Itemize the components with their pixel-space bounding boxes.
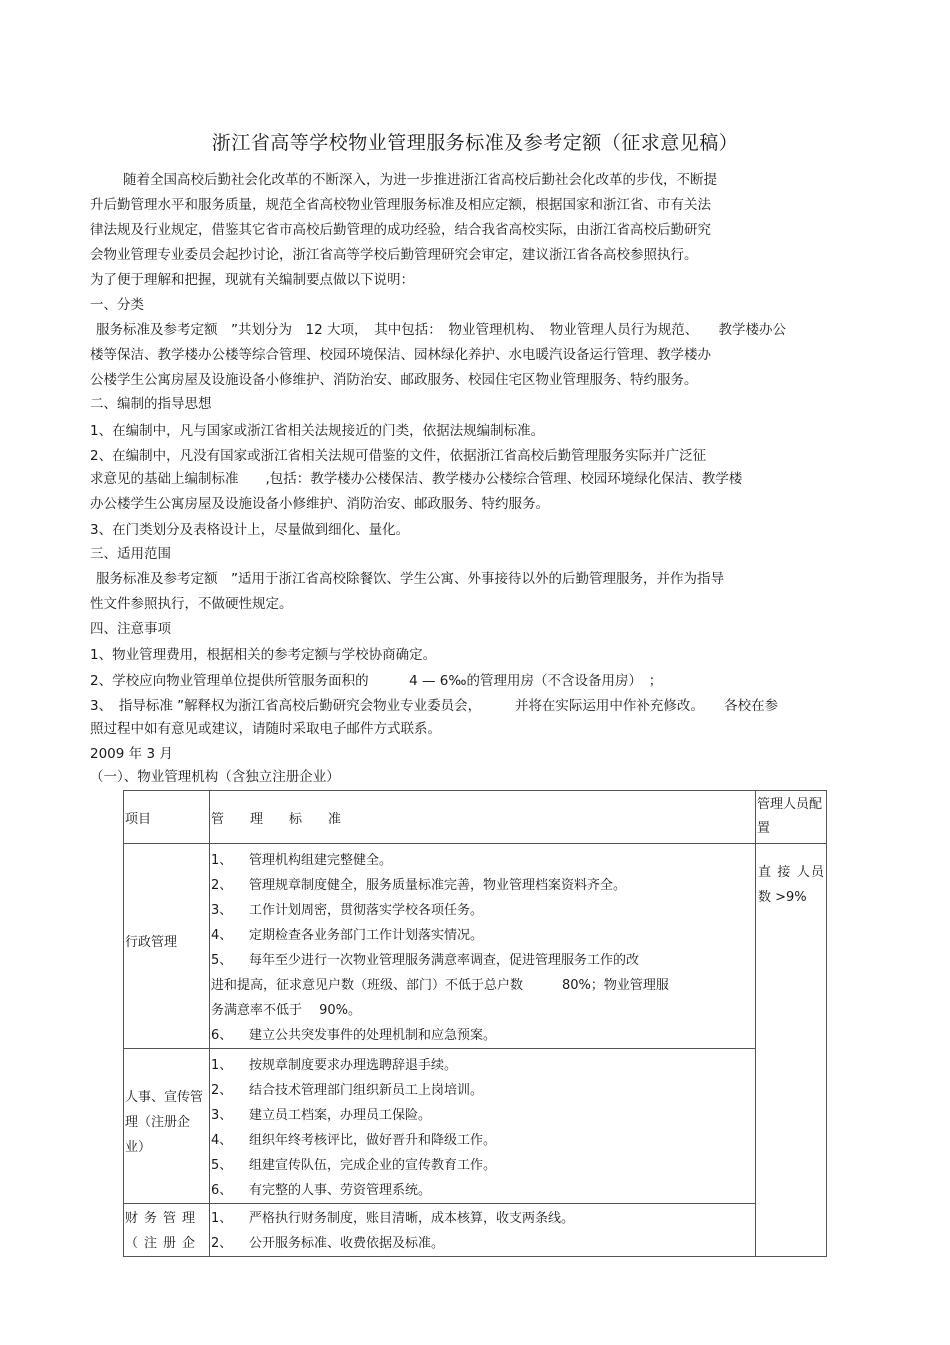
intro-line: 会物业管理专业委员会起抄讨论，浙江省高等学校后勤管理研究会审定，建议浙江省各高校参照执行。 (90, 247, 698, 263)
header-item-label: 项目 (125, 811, 152, 827)
list-item: 3、 工作计划周密，贯彻落实学校各项任务。 (211, 903, 484, 918)
section-text: 2、在编制中，凡没有国家或浙江省相关法规可借鉴的文件，依据浙江省高校后勤管理服务实际并广泛征 (90, 448, 707, 464)
section-heading: 二、编制的指导思想 (90, 396, 212, 412)
header-staff-label: 管理人员配置 (757, 797, 823, 836)
row-item-label: 人事、宣传管理（注册企业） (125, 1089, 204, 1155)
section-text: 公楼学生公寓房屋及设施设备小修维护、消防治安、邮政服务、校园住宅区物业管理服务、特约服务。 (90, 372, 698, 388)
staff-config-value: 直 接 人员数 >9% (758, 865, 824, 905)
row-item-label: 行政管理 (125, 934, 178, 950)
list-item: 2、 管理规章制度健全，服务质量标准完善，物业管理档案资料齐全。 (211, 878, 627, 893)
section-text: 1、物业管理费用，根据相关的参考定额与学校协商确定。 (90, 647, 437, 663)
section-heading: 四、注意事项 (90, 621, 171, 637)
intro-line: 随着全国高校后勤社会化改革的不断深入，为进一步推进浙江省高校后勤社会化改革的步伐，不断提 (123, 172, 717, 188)
row-item-label: 财务管理（注册企 (125, 1211, 202, 1251)
section-text: 1、在编制中，凡与国家或浙江省相关法规接近的门类，依据法规编制标准。 (90, 423, 545, 439)
list-item: 6、 建立公共突发事件的处理机制和应急预案。 (211, 1028, 497, 1043)
date-line: 2009 年 3 月 (90, 746, 173, 762)
list-item: 4、 定期检查各业务部门工作计划落实情况。 (211, 928, 484, 943)
header-staff (756, 791, 827, 844)
section-text: 2、学校应向物业管理单位提供所管服务面积的 4 — 6‰的管理用房（不含设备用房） ； (90, 673, 663, 689)
table-row (124, 1204, 827, 1257)
list-item: 3、 建立员工档案，办理员工保险。 (211, 1108, 432, 1123)
list-item: 5、 组建宣传队伍，完成企业的宣传教育工作。 (211, 1158, 497, 1173)
intro-line: 为了便于理解和把握，现就有关编制要点做以下说明： (90, 272, 414, 288)
staff-config-cell (756, 844, 827, 1257)
list-item: 2、 公开服务标准、收费依据及标准。 (211, 1236, 445, 1251)
list-item-continuation: 务满意率不低于 90%。 (211, 1003, 362, 1018)
header-standard-label: 管 理 标 准 (211, 811, 342, 827)
page-title: 浙江省高等学校物业管理服务标准及参考定额（征求意见稿） (211, 132, 739, 154)
standards-table (123, 790, 827, 1257)
header-standard (210, 791, 756, 844)
list-item: 1、 管理机构组建完整健全。 (211, 853, 393, 868)
row-standard-cell (210, 1049, 756, 1204)
section-text: 服务标准及参考定额 ”共划分为 12 大项， 其中包括： 物业管理机构、 物业管理人员行为规范、 教学楼办公 (96, 322, 786, 338)
list-item: 4、 组织年终考核评比，做好晋升和降级工作。 (211, 1133, 497, 1148)
list-item-continuation: 进和提高，征求意见户数（班级、部门）不低于总户数 80%；物业管理服 (211, 978, 669, 993)
table-row (124, 1049, 827, 1204)
section-text: 办公楼学生公寓房屋及设施设备小修维护、消防治安、邮政服务、特约服务。 (90, 496, 549, 512)
row-item-cell (124, 844, 210, 1049)
table-caption: （一）、物业管理机构（含独立注册企业） (90, 769, 340, 785)
list-item: 1、 按规章制度要求办理选聘辞退手续。 (211, 1058, 458, 1073)
section-text: 3、在门类划分及表格设计上，尽量做到细化、量化。 (90, 522, 410, 538)
list-item: 5、 每年至少进行一次物业管理服务满意率调查，促进管理服务工作的改 (211, 953, 640, 968)
section-text: 照过程中如有意见或建议，请随时采取电子邮件方式联系。 (90, 721, 441, 737)
row-item-cell (124, 1049, 210, 1204)
list-item: 6、 有完整的人事、劳资管理系统。 (211, 1183, 432, 1198)
row-item-cell (124, 1204, 210, 1257)
section-text: 服务标准及参考定额 ”适用于浙江省高校除餐饮、学生公寓、外事接待以外的后勤管理服务，并作为指导 (96, 571, 724, 587)
table-row (124, 844, 827, 1049)
section-text: 求意见的基础上编制标准 ,包括：教学楼办公楼保洁、教学楼办公楼综合管理、校园环境绿化保洁、教学楼 (90, 471, 743, 487)
intro-line: 律法规及行业规定，借鉴其它省市高校后勤管理的成功经验，结合我省高校实际，由浙江省高校后勤研究 (90, 222, 711, 238)
section-text: 楼等保洁、教学楼办公楼等综合管理、校园环境保洁、园林绿化养护、水电暖汽设备运行管理、教学楼办 (90, 347, 711, 363)
list-item: 1、 严格执行财务制度，账目清晰，成本核算，收支两条线。 (211, 1211, 575, 1226)
row-standard-cell (210, 1204, 756, 1257)
section-heading: 三、适用范围 (90, 546, 171, 562)
list-item: 2、 结合技术管理部门组织新员工上岗培训。 (211, 1083, 484, 1098)
row-standard-cell (210, 844, 756, 1049)
section-text: 3、 指导标准 ”解释权为浙江省高校后勤研究会物业专业委员会， 并将在实际运用中作补充修改。 各校在参 (90, 698, 779, 714)
header-item (124, 791, 210, 844)
section-heading: 一、分类 (90, 297, 144, 313)
intro-line: 升后勤管理水平和服务质量，规范全省高校物业管理服务标准及相应定额，根据国家和浙江省、市有关法 (90, 197, 711, 213)
table-header-row (124, 791, 827, 844)
section-text: 性文件参照执行，不做硬性规定。 (90, 596, 293, 612)
